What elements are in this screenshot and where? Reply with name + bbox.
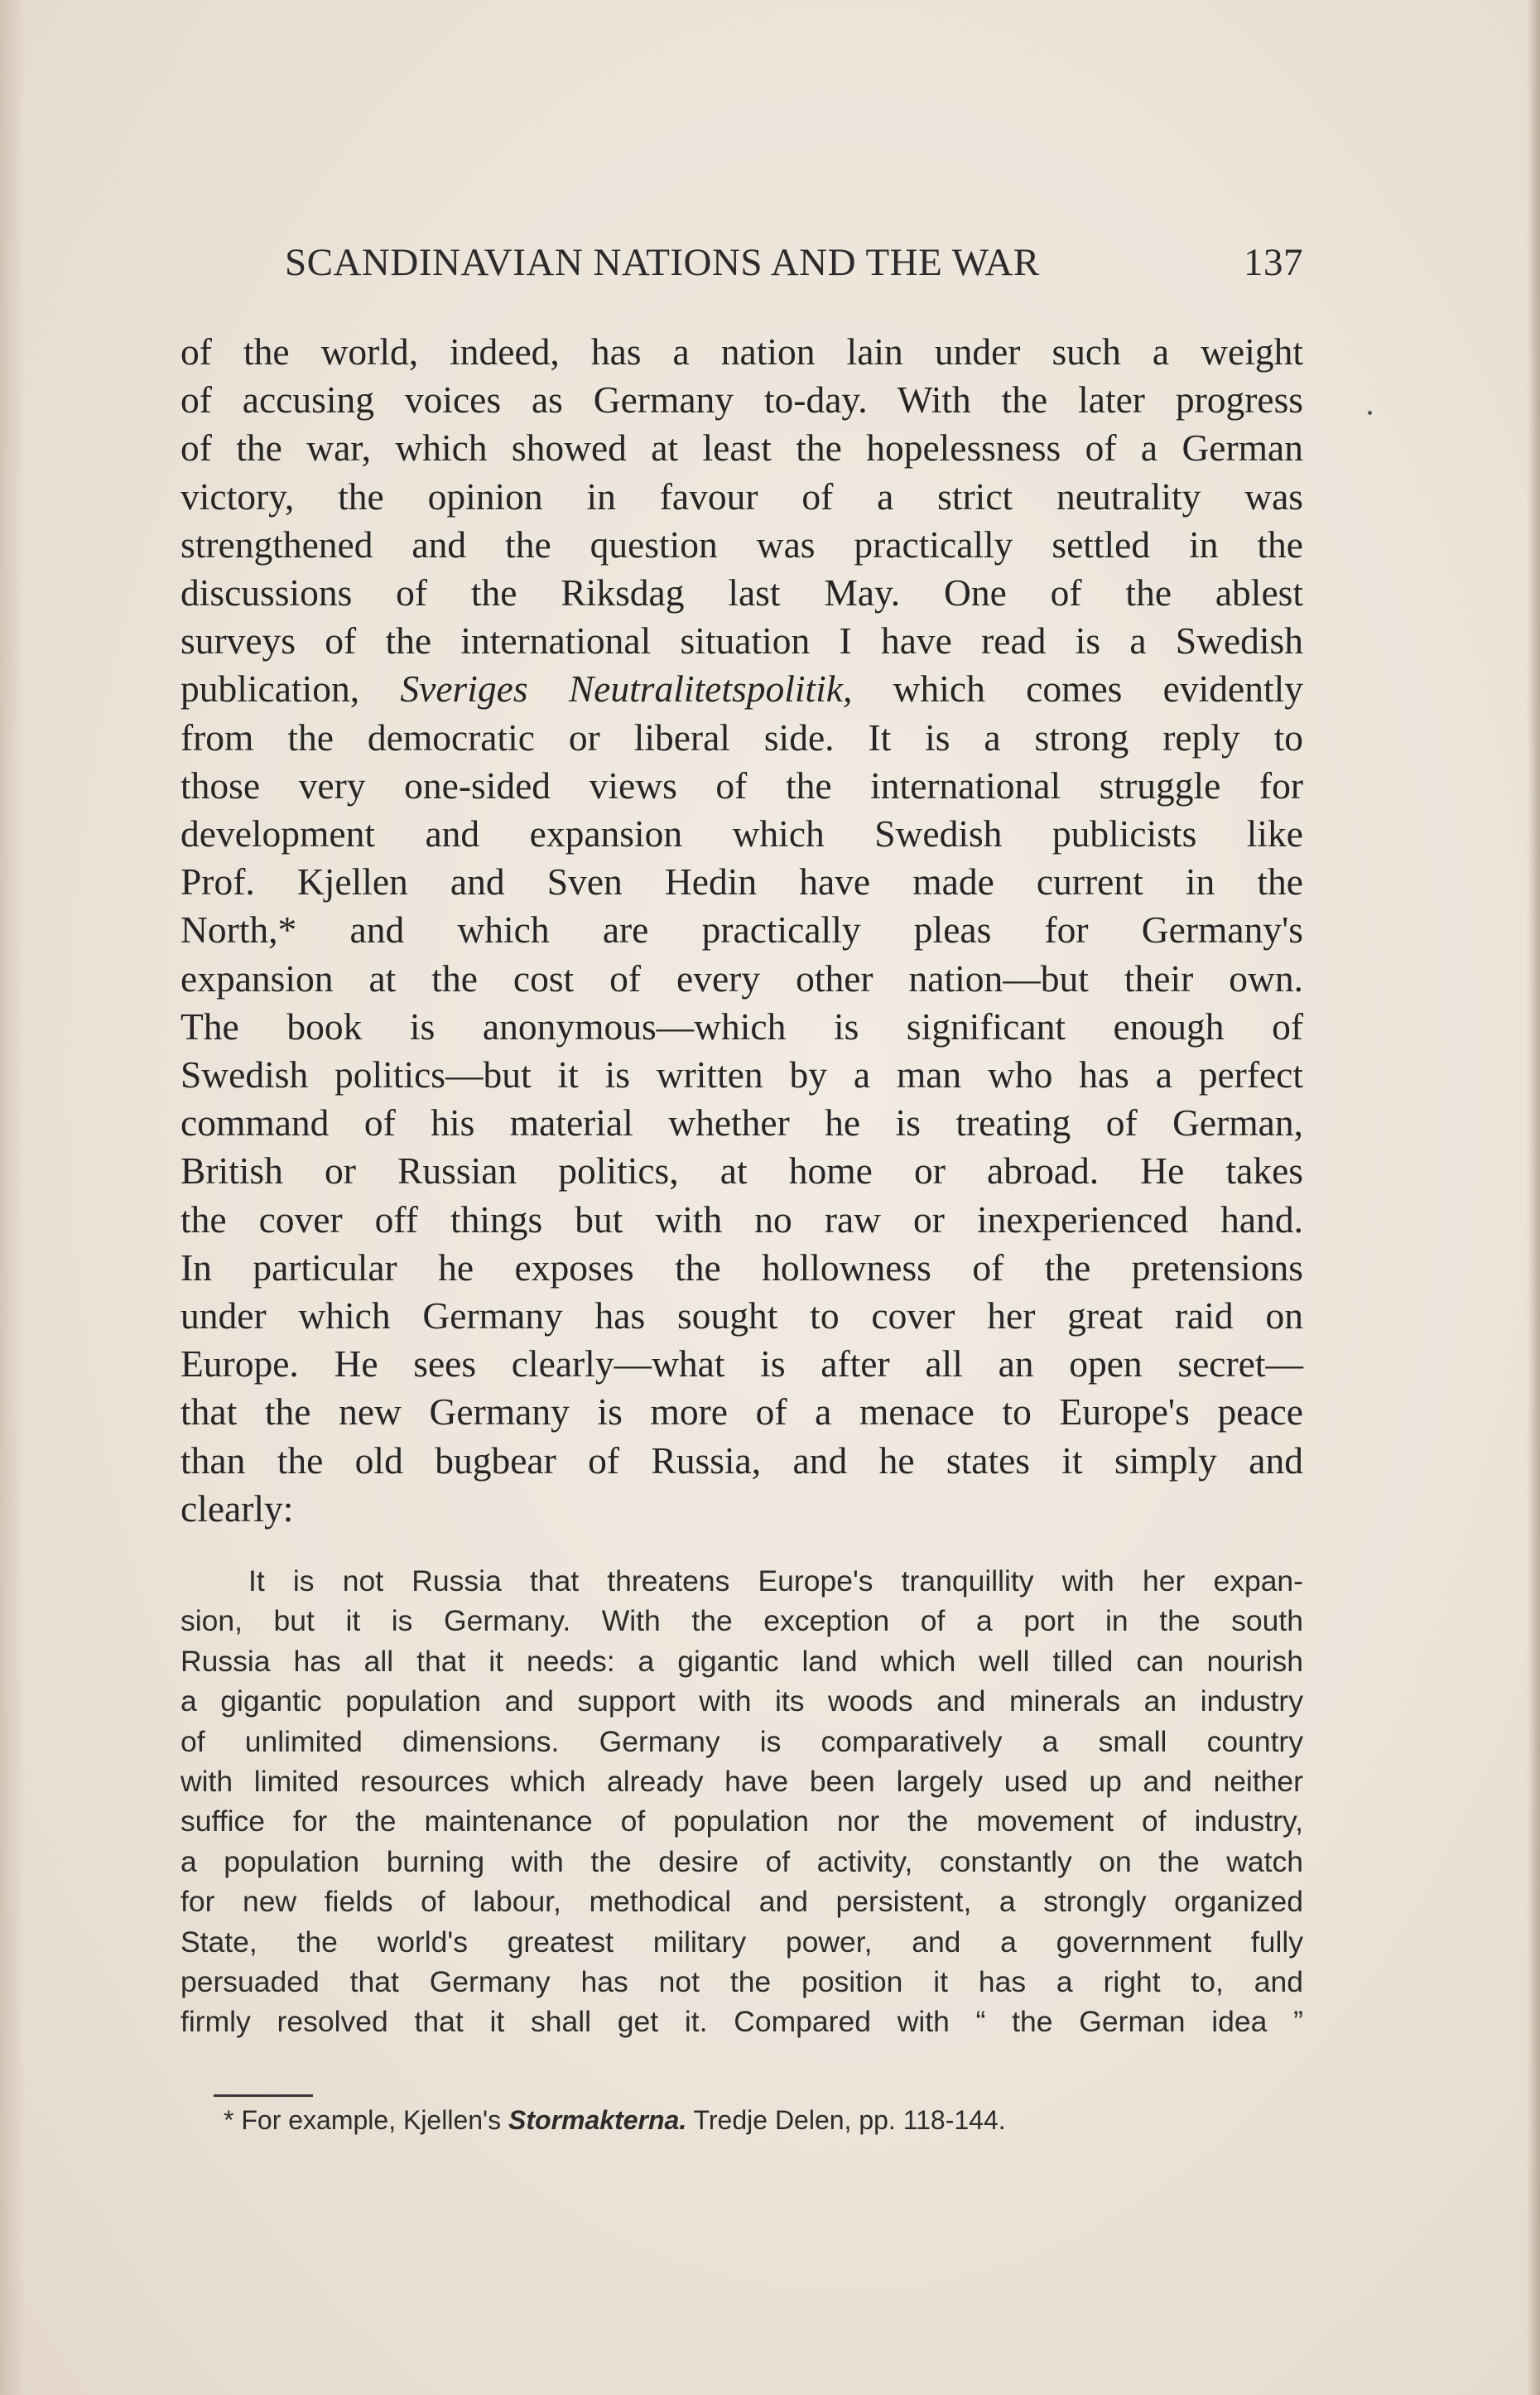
quote-line: of unlimited dimensions. Germany is comparatively a small country [180, 1724, 1303, 1758]
footnote [224, 2105, 1006, 2136]
running-title: SCANDINAVIAN NATIONS AND THE WAR [285, 241, 1040, 284]
body-line: victory, the opinion in favour of a strict neutrality was [180, 475, 1303, 518]
body-line: surveys of the international situation I have read is a Swedish [180, 619, 1303, 663]
body-line: of accusing voices as Germany to-day. With the later progress [180, 378, 1303, 422]
quote-line: sion, but it is Germany. With the exception of a port in the south [180, 1604, 1303, 1638]
body-line: Prof. Kjellen and Sven Hedin have made current in the [180, 860, 1303, 904]
body-line: In particular he exposes the hollowness of the pretensions [180, 1246, 1303, 1289]
body-paragraph [180, 328, 1303, 1533]
body-line: of the world, indeed, has a nation lain under such a weight [180, 330, 1303, 373]
body-line: The book is anonymous—which is significant enough of [180, 1005, 1303, 1048]
body-line-with-title [180, 665, 1303, 713]
ink-speck [1368, 411, 1372, 415]
page-right-edge [1527, 0, 1540, 2395]
page-left-shadow [0, 0, 25, 2395]
page-number: 137 [1244, 241, 1303, 284]
quote-line: suffice for the maintenance of population nor the movement of industry, [180, 1805, 1303, 1838]
body-line: Europe. He sees clearly—what is after all an open secret— [180, 1342, 1303, 1385]
footnote-rule [214, 2094, 313, 2097]
footnote-citation: Tredje Delen, pp. 118-144. [686, 2105, 1006, 2135]
block-quote [180, 1561, 1303, 2042]
quote-line: a gigantic population and support with its woods and minerals an industry [180, 1684, 1303, 1718]
body-line-end: which comes evidently [852, 667, 1303, 711]
quote-line: It is not Russia that threatens Europe's tranquillity with her expan- [248, 1564, 1303, 1597]
body-line-start: publication, [180, 667, 401, 711]
body-line: of the war, which showed at least the hopelessness of a German [180, 426, 1303, 470]
body-line: development and expansion which Swedish publicists like [180, 812, 1303, 855]
quote-line: a population burning with the desire of activity, constantly on the watch [180, 1844, 1303, 1878]
body-line: than the old bugbear of Russia, and he states it simply and [180, 1438, 1303, 1482]
quote-line: with limited resources which already have been largely used up and neither [180, 1765, 1303, 1799]
body-line: North,* and which are practically pleas for Germany's [180, 908, 1303, 952]
quote-line: persuaded that Germany has not the position it has a right to, and [180, 1965, 1303, 1999]
body-line: clearly: [180, 1487, 294, 1530]
body-line: command of his material whether he is treating of German, [180, 1101, 1303, 1144]
running-header [285, 240, 1303, 285]
quote-line: for new fields of labour, methodical and persistent, a strongly organized [180, 1885, 1303, 1919]
footnote-marker: * For example, Kjellen's [224, 2105, 509, 2135]
body-line: strengthened and the question was practically settled in the [180, 523, 1303, 566]
footnote-book-title: Stormakterna. [508, 2105, 687, 2135]
book-title: Sveriges Neutralitetspolitik, [400, 667, 853, 711]
body-line: that the new Germany is more of a menace to Europe's peace [180, 1390, 1303, 1434]
body-line: British or Russian politics, at home or abroad. He takes [180, 1149, 1303, 1193]
body-line: discussions of the Riksdag last May. One of the ablest [180, 571, 1303, 614]
body-line: expansion at the cost of every other nation—but their own. [180, 957, 1303, 1000]
body-line: those very one-sided views of the international struggle for [180, 764, 1303, 807]
body-line: under which Germany has sought to cover her great raid on [180, 1294, 1303, 1337]
quote-line: firmly resolved that it shall get it. Compared with “ the German idea ” [180, 2005, 1303, 2039]
body-line: from the democratic or liberal side. It is a strong reply to [180, 716, 1303, 759]
quote-line: State, the world's greatest military power, and a government fully [180, 1925, 1303, 1959]
body-line: the cover off things but with no raw or inexperienced hand. [180, 1198, 1303, 1241]
quote-line: Russia has all that it needs: a gigantic land which well tilled can nourish [180, 1644, 1303, 1678]
body-line: Swedish politics—but it is written by a man who has a perfect [180, 1053, 1303, 1096]
